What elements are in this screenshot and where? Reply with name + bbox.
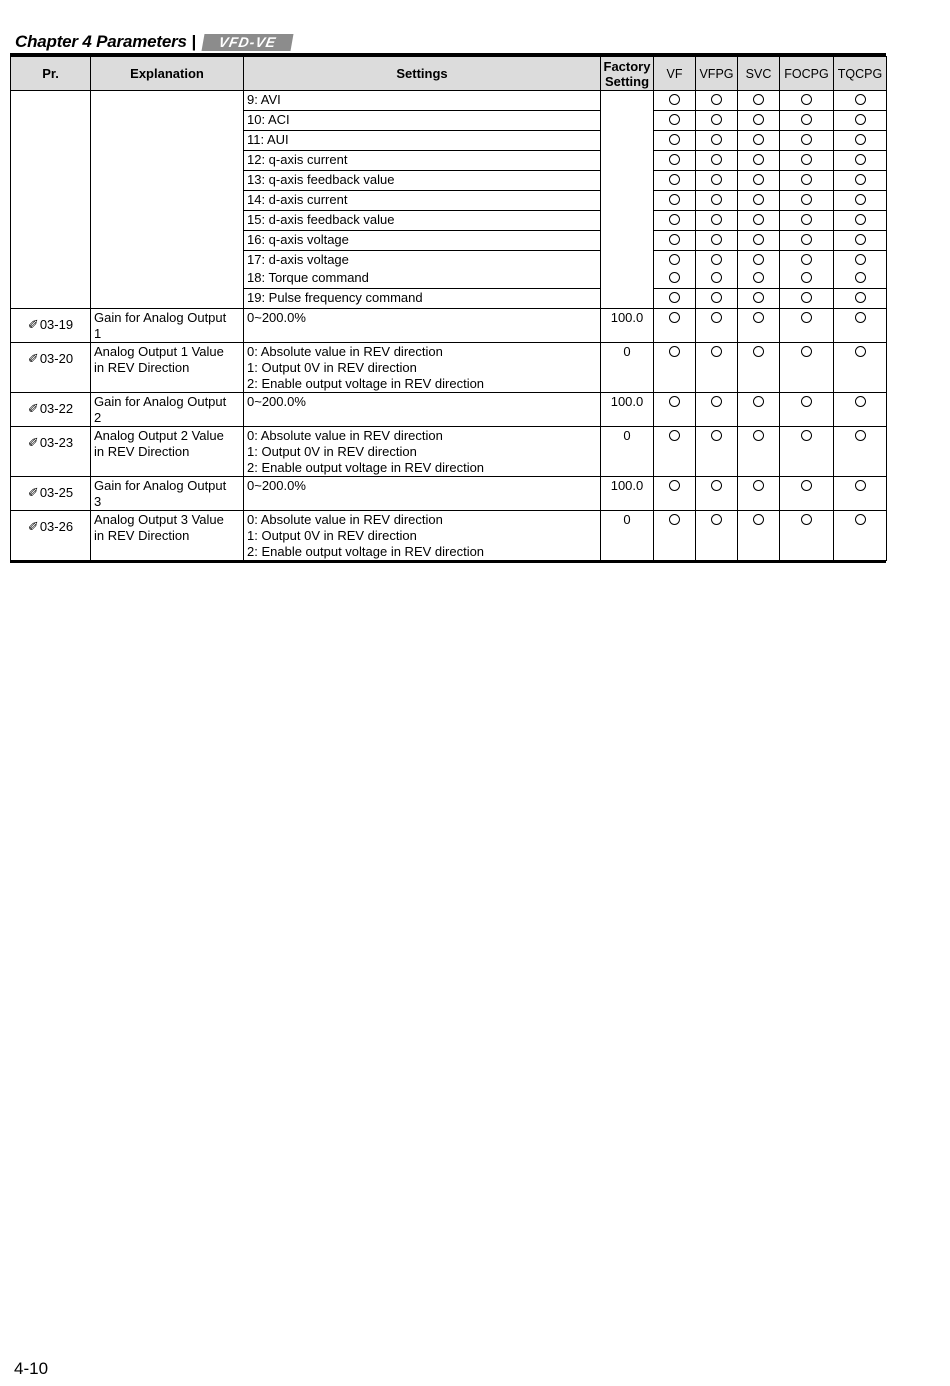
explanation-line: Gain for Analog Output (94, 478, 227, 493)
chapter-title: Chapter 4 Parameters | (15, 32, 196, 51)
circle-icon (855, 430, 866, 441)
circle-icon (753, 214, 764, 225)
circle-icon (801, 154, 812, 165)
factory-setting: 100.0 (601, 393, 654, 427)
vf-cell (654, 191, 696, 211)
pr-cell (11, 427, 91, 477)
svc-cell (738, 191, 780, 211)
circle-icon (855, 214, 866, 225)
svc-cell (738, 289, 780, 309)
parameter-row (11, 343, 887, 393)
circle-icon (855, 134, 866, 145)
pr-cell (11, 477, 91, 511)
circle-icon (855, 154, 866, 165)
tqcpg-cell (834, 111, 887, 131)
focpg-cell (780, 393, 834, 427)
svc-cell (738, 251, 780, 289)
circle-icon (711, 194, 722, 205)
setting-option: 0~200.0% (247, 310, 306, 325)
svc-cell (738, 477, 780, 511)
pen-icon: ✐ (27, 485, 39, 500)
tqcpg-cell (834, 131, 887, 151)
vfpg-cell (696, 151, 738, 171)
svc-cell (738, 171, 780, 191)
svc-cell (738, 427, 780, 477)
svc-cell (738, 393, 780, 427)
vf-cell (654, 131, 696, 151)
column-header-explanation: Explanation (91, 57, 244, 91)
explanation-line: in REV Direction (94, 444, 190, 459)
factory-setting: 100.0 (601, 477, 654, 511)
factory-setting: 0 (601, 343, 654, 393)
focpg-cell (780, 131, 834, 151)
tqcpg-cell (834, 191, 887, 211)
setting-option: 1: Output 0V in REV direction (247, 444, 417, 459)
pr-number: 03-19 (39, 317, 74, 332)
svc-cell (738, 111, 780, 131)
settings-cell (244, 393, 601, 427)
circle-icon (669, 94, 680, 105)
circle-icon (711, 234, 722, 245)
setting-option: 19: Pulse frequency command (244, 289, 601, 309)
explanation-cell (91, 393, 244, 427)
circle-icon (753, 254, 764, 265)
column-header-vf: VF (654, 57, 696, 91)
tqcpg-cell (834, 343, 887, 393)
focpg-cell (780, 511, 834, 561)
setting-option: 2: Enable output voltage in REV direction (247, 376, 485, 391)
vfpg-cell (696, 231, 738, 251)
circle-icon (801, 272, 812, 283)
svc-cell (738, 231, 780, 251)
circle-icon (801, 174, 812, 185)
circle-icon (753, 292, 764, 303)
circle-icon (711, 514, 722, 525)
table-header-row (11, 57, 887, 91)
circle-icon (753, 134, 764, 145)
circle-icon (669, 312, 680, 323)
focpg-cell (780, 151, 834, 171)
circle-icon (711, 292, 722, 303)
tqcpg-cell (834, 511, 887, 561)
circle-icon (669, 194, 680, 205)
factory-setting: 0 (601, 511, 654, 561)
circle-icon (855, 234, 866, 245)
factory-header-line2: Setting (604, 73, 650, 89)
vf-cell (654, 211, 696, 231)
pr-number: 03-23 (39, 435, 74, 450)
vfpg-cell (696, 91, 738, 111)
pr-number: 03-20 (39, 351, 74, 366)
circle-icon (669, 272, 680, 283)
explanation-line: 3 (94, 494, 102, 509)
circle-icon (801, 134, 812, 145)
circle-icon (855, 346, 866, 357)
settings-cell (244, 477, 601, 511)
svc-cell (738, 91, 780, 111)
circle-icon (669, 174, 680, 185)
focpg-cell (780, 191, 834, 211)
continued-setting-row (11, 91, 887, 111)
pen-icon: ✐ (27, 351, 39, 366)
circle-icon (801, 312, 812, 323)
explanation-line: 1 (94, 326, 102, 341)
focpg-cell (780, 211, 834, 231)
explanation-line: Gain for Analog Output (94, 394, 227, 409)
factory-setting: 100.0 (601, 309, 654, 343)
circle-icon (669, 134, 680, 145)
explanation-cell (91, 343, 244, 393)
blank-factory-cell (601, 91, 654, 309)
circle-icon (669, 514, 680, 525)
circle-icon (669, 254, 680, 265)
page-header (15, 31, 292, 53)
circle-icon (753, 174, 764, 185)
vfpg-cell (696, 309, 738, 343)
vfpg-cell (696, 289, 738, 309)
circle-icon (855, 194, 866, 205)
circle-icon (711, 214, 722, 225)
pen-icon: ✐ (27, 401, 39, 416)
circle-icon (711, 480, 722, 491)
tqcpg-cell (834, 171, 887, 191)
vf-cell (654, 231, 696, 251)
vf-cell (654, 511, 696, 561)
svc-cell (738, 151, 780, 171)
focpg-cell (780, 111, 834, 131)
column-header-vfpg: VFPG (696, 57, 738, 91)
circle-icon (753, 94, 764, 105)
circle-icon (753, 346, 764, 357)
vfpg-cell (696, 171, 738, 191)
circle-icon (801, 346, 812, 357)
blank-pr-cell (11, 91, 91, 309)
explanation-line: in REV Direction (94, 528, 190, 543)
circle-icon (753, 154, 764, 165)
circle-icon (801, 214, 812, 225)
parameter-row (11, 477, 887, 511)
vf-cell (654, 309, 696, 343)
circle-icon (669, 430, 680, 441)
setting-option: 11: AUI (244, 131, 601, 151)
setting-option: 9: AVI (244, 91, 601, 111)
circle-icon (801, 114, 812, 125)
focpg-cell (780, 343, 834, 393)
vfpg-cell (696, 477, 738, 511)
circle-icon (801, 94, 812, 105)
circle-icon (711, 94, 722, 105)
vfpg-cell (696, 511, 738, 561)
focpg-cell (780, 289, 834, 309)
circle-icon (669, 480, 680, 491)
setting-option: 12: q-axis current (244, 151, 601, 171)
setting-option: 1: Output 0V in REV direction (247, 528, 417, 543)
parameter-row (11, 511, 887, 561)
explanation-line: Gain for Analog Output (94, 310, 227, 325)
blank-explanation-cell (91, 91, 244, 309)
pr-number: 03-25 (39, 485, 74, 500)
svc-cell (738, 211, 780, 231)
vfpg-cell (696, 427, 738, 477)
svc-cell (738, 511, 780, 561)
setting-option: 0~200.0% (247, 394, 306, 409)
circle-icon (753, 194, 764, 205)
setting-option: 17: d-axis voltage (247, 252, 349, 267)
settings-cell (244, 309, 601, 343)
focpg-cell (780, 251, 834, 289)
circle-icon (855, 272, 866, 283)
circle-icon (711, 114, 722, 125)
circle-icon (669, 292, 680, 303)
setting-option: 18: Torque command (247, 270, 369, 285)
column-header-settings: Settings (244, 57, 601, 91)
parameter-row (11, 393, 887, 427)
svc-cell (738, 343, 780, 393)
circle-icon (753, 514, 764, 525)
product-logo: VFD-VE (201, 34, 293, 51)
circle-icon (801, 514, 812, 525)
circle-icon (669, 214, 680, 225)
vf-cell (654, 393, 696, 427)
explanation-cell (91, 427, 244, 477)
circle-icon (801, 194, 812, 205)
circle-icon (855, 480, 866, 491)
pen-icon: ✐ (27, 317, 39, 332)
circle-icon (711, 174, 722, 185)
bottom-rule (10, 560, 886, 563)
pr-cell (11, 511, 91, 561)
circle-icon (801, 292, 812, 303)
setting-option: 0: Absolute value in REV direction (247, 344, 443, 359)
tqcpg-cell (834, 309, 887, 343)
settings-cell (244, 343, 601, 393)
explanation-cell (91, 511, 244, 561)
column-header-svc: SVC (738, 57, 780, 91)
circle-icon (801, 430, 812, 441)
parameter-table (10, 56, 887, 561)
circle-icon (669, 154, 680, 165)
svc-cell (738, 131, 780, 151)
setting-option-pair (244, 251, 601, 289)
circle-icon (801, 396, 812, 407)
vf-cell (654, 91, 696, 111)
pr-cell (11, 393, 91, 427)
page-number: 4-10 (14, 1359, 49, 1378)
circle-icon (711, 430, 722, 441)
explanation-cell (91, 309, 244, 343)
tqcpg-cell (834, 289, 887, 309)
vfpg-cell (696, 343, 738, 393)
explanation-cell (91, 477, 244, 511)
circle-icon (801, 234, 812, 245)
svc-cell (738, 309, 780, 343)
focpg-cell (780, 171, 834, 191)
setting-option: 0: Absolute value in REV direction (247, 428, 443, 443)
setting-option: 14: d-axis current (244, 191, 601, 211)
circle-icon (711, 396, 722, 407)
circle-icon (753, 430, 764, 441)
vfpg-cell (696, 393, 738, 427)
vf-cell (654, 289, 696, 309)
tqcpg-cell (834, 427, 887, 477)
circle-icon (753, 272, 764, 283)
circle-icon (711, 312, 722, 323)
circle-icon (753, 114, 764, 125)
setting-option: 16: q-axis voltage (244, 231, 601, 251)
circle-icon (801, 480, 812, 491)
pr-cell (11, 309, 91, 343)
pr-cell (11, 343, 91, 393)
focpg-cell (780, 231, 834, 251)
pen-icon: ✐ (27, 435, 39, 450)
circle-icon (855, 514, 866, 525)
circle-icon (669, 396, 680, 407)
setting-option: 2: Enable output voltage in REV direction (247, 544, 485, 559)
vfpg-cell (696, 131, 738, 151)
explanation-line: in REV Direction (94, 360, 190, 375)
parameter-row (11, 309, 887, 343)
tqcpg-cell (834, 251, 887, 289)
focpg-cell (780, 477, 834, 511)
circle-icon (855, 174, 866, 185)
vfpg-cell (696, 211, 738, 231)
circle-icon (855, 312, 866, 323)
circle-icon (669, 234, 680, 245)
vfpg-cell (696, 251, 738, 289)
tqcpg-cell (834, 151, 887, 171)
settings-cell (244, 427, 601, 477)
tqcpg-cell (834, 393, 887, 427)
setting-option: 13: q-axis feedback value (244, 171, 601, 191)
vf-cell (654, 251, 696, 289)
vf-cell (654, 343, 696, 393)
circle-icon (753, 396, 764, 407)
explanation-line: Analog Output 3 Value (94, 512, 224, 527)
vf-cell (654, 151, 696, 171)
tqcpg-cell (834, 477, 887, 511)
focpg-cell (780, 91, 834, 111)
focpg-cell (780, 309, 834, 343)
setting-option: 10: ACI (244, 111, 601, 131)
setting-option: 0: Absolute value in REV direction (247, 512, 443, 527)
circle-icon (711, 346, 722, 357)
focpg-cell (780, 427, 834, 477)
vfpg-cell (696, 111, 738, 131)
factory-setting: 0 (601, 427, 654, 477)
circle-icon (801, 254, 812, 265)
explanation-line: Analog Output 2 Value (94, 428, 224, 443)
setting-option: 2: Enable output voltage in REV direction (247, 460, 485, 475)
vf-cell (654, 171, 696, 191)
pr-number: 03-22 (39, 401, 74, 416)
circle-icon (711, 272, 722, 283)
circle-icon (753, 480, 764, 491)
column-header-focpg: FOCPG (780, 57, 834, 91)
tqcpg-cell (834, 211, 887, 231)
tqcpg-cell (834, 231, 887, 251)
tqcpg-cell (834, 91, 887, 111)
circle-icon (855, 396, 866, 407)
pen-icon: ✐ (27, 519, 39, 534)
column-header-tqcpg: TQCPG (834, 57, 887, 91)
factory-header-line1: Factory (603, 58, 651, 74)
circle-icon (711, 134, 722, 145)
pr-number: 03-26 (39, 519, 74, 534)
column-header-factory-setting (601, 57, 654, 91)
setting-option: 0~200.0% (247, 478, 306, 493)
setting-option: 1: Output 0V in REV direction (247, 360, 417, 375)
vf-cell (654, 111, 696, 131)
column-header-pr: Pr. (11, 57, 91, 91)
circle-icon (711, 254, 722, 265)
circle-icon (855, 114, 866, 125)
circle-icon (753, 234, 764, 245)
explanation-line: Analog Output 1 Value (94, 344, 224, 359)
vf-cell (654, 477, 696, 511)
circle-icon (855, 254, 866, 265)
circle-icon (711, 154, 722, 165)
vfpg-cell (696, 191, 738, 211)
circle-icon (669, 114, 680, 125)
vf-cell (654, 427, 696, 477)
circle-icon (669, 346, 680, 357)
setting-option: 15: d-axis feedback value (244, 211, 601, 231)
circle-icon (855, 94, 866, 105)
parameter-row (11, 427, 887, 477)
circle-icon (855, 292, 866, 303)
settings-cell (244, 511, 601, 561)
explanation-line: 2 (94, 410, 102, 425)
circle-icon (753, 312, 764, 323)
